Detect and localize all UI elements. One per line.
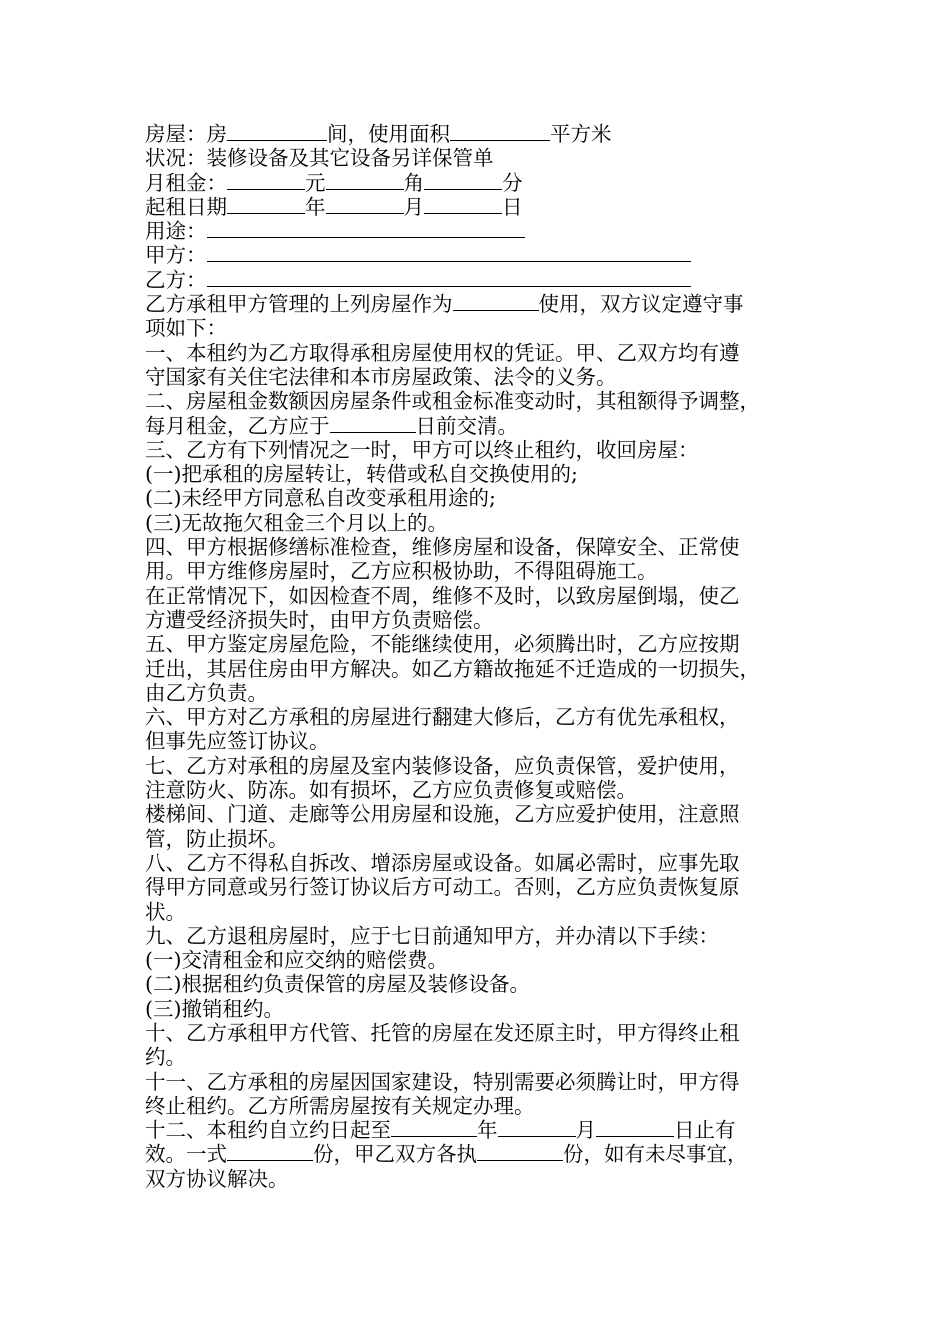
party-a-blank[interactable] [207,243,691,262]
start-day-blank[interactable] [424,195,502,214]
clause-line: (三)无故拖欠租金三个月以上的。 [145,510,448,535]
term-label: 十二、本租约自立约日起至 [145,1118,391,1143]
clause-line: 得甲方同意或另行签订协议后方可动工。否则，乙方应负责恢复原 [145,875,740,900]
copies-label: 效。一式 [145,1142,227,1167]
end-day-unit: 日止有 [674,1118,736,1143]
clause-line: (一)交清租金和应交纳的赔偿费。 [145,948,448,973]
intro-line-2: 项如下： [145,316,227,341]
clause-line: 三、乙方有下列情况之一时，甲方可以终止租约，收回房屋： [145,437,699,462]
rent-label: 月租金： [145,170,227,195]
day-unit: 日 [502,194,523,219]
condition-field: 状况：装修设备及其它设备另详保管单 [145,146,494,171]
fen-unit: 分 [502,170,523,195]
usage-purpose-blank[interactable] [453,292,539,311]
copies-suffix: 份，如有未尽事宜， [563,1142,748,1167]
clause-12-line-3: 双方协议解决。 [145,1166,289,1191]
clause-line: 二、房屋租金数额因房屋条件或租金标准变动时，其租额得予调整， [145,389,760,414]
clause-line: 一、本租约为乙方取得承租房屋使用权的凭证。甲、乙双方均有遵 [145,340,740,365]
party-b-field [145,268,810,292]
rent-yuan-blank[interactable] [227,171,305,190]
clause-12-line-1 [145,1118,810,1142]
area-label: 间，使用面积 [327,122,450,146]
usage-blank[interactable] [207,219,525,238]
rooms-blank[interactable] [227,122,327,141]
house-field [145,122,810,146]
yuan-unit: 元 [305,170,326,195]
clause-line: 五、甲方鉴定房屋危险，不能继续使用，必须腾出时，乙方应按期 [145,632,740,657]
clause-line: (二)根据租约负责保管的房屋及装修设备。 [145,972,530,997]
party-b-blank[interactable] [207,268,691,287]
clause-line: 管，防止损坏。 [145,826,289,851]
end-day-blank[interactable] [596,1118,674,1137]
area-blank[interactable] [450,122,550,141]
clause-line: 用。甲方维修房屋时，乙方应积极协助，不得阻碍施工。 [145,559,658,584]
clause-line: 八、乙方不得私自拆改、增添房屋或设备。如属必需时，应事先取 [145,850,740,875]
usage-label: 用途： [145,219,207,244]
clause-line: 楼梯间、门道、走廊等公用房屋和设施，乙方应爱护使用，注意照 [145,802,740,827]
clause-line: 但事先应签订协议。 [145,729,330,754]
clause-line: 迁出，其居住房由甲方解决。如乙方籍故拖延不迁造成的一切损失， [145,656,760,681]
year-unit: 年 [305,194,326,219]
clause-line: 四、甲方根据修缮标准检查，维修房屋和设备，保障安全、正常使 [145,535,740,560]
each-holds-blank[interactable] [477,1142,563,1161]
end-month-blank[interactable] [498,1118,576,1137]
clause-line: (二)未经甲方同意私自改变承租用途的; [145,486,496,511]
start-date-label: 起租日期 [145,194,227,219]
lease-document [145,122,810,1191]
clause-line: 约。 [145,1045,186,1070]
area-unit: 平方米 [550,122,612,146]
start-month-blank[interactable] [326,195,404,214]
usage-field [145,219,810,243]
intro-text-a: 乙方承租甲方管理的上列房屋作为 [145,292,453,317]
clause-line: 注意防火、防冻。如有损坏，乙方应负责修复或赔偿。 [145,778,637,803]
each-holds-label: 份，甲乙双方各执 [313,1142,477,1167]
jiao-unit: 角 [403,170,424,195]
clause-line: 终止租约。乙方所需房屋按有关规定办理。 [145,1093,535,1118]
end-year-blank[interactable] [391,1118,477,1137]
start-date-field [145,195,810,219]
party-a-field [145,243,810,267]
clause-12-line-2 [145,1142,810,1166]
clause-line: 九、乙方退租房屋时，应于七日前通知甲方，并办清以下手续： [145,923,719,948]
end-year-unit: 年 [477,1118,498,1143]
rent-fen-blank[interactable] [424,171,502,190]
end-month-unit: 月 [575,1118,596,1143]
clause-line: 守国家有关住宅法律和本市房屋政策、法令的义务。 [145,364,617,389]
clause-line: (三)撤销租约。 [145,996,284,1021]
rent-jiao-blank[interactable] [326,171,404,190]
clause-line: 在正常情况下，如因检查不周，维修不及时，以致房屋倒塌，使乙 [145,583,740,608]
party-a-label: 甲方： [145,243,207,268]
rent-field [145,171,810,195]
rent-due-text: 每月租金，乙方应于 [145,413,330,438]
clause-line: 状。 [145,899,186,924]
clause-line: 七、乙方对承租的房屋及室内装修设备，应负责保管，爱护使用， [145,753,740,778]
month-unit: 月 [403,194,424,219]
clause-line: (一)把承租的房屋转让，转借或私自交换使用的; [145,462,578,487]
rent-due-suffix: 日前交清。 [415,413,518,438]
house-label: 房屋：房 [145,122,227,146]
copies-blank[interactable] [227,1142,313,1161]
intro-text-b: 使用，双方议定遵守事 [538,292,744,317]
clause-line: 十一、乙方承租的房屋因国家建设，特别需要必须腾让时，甲方得 [145,1069,740,1094]
party-b-label: 乙方： [145,267,207,292]
clause-line: 方遭受经济损失时，由甲方负责赔偿。 [145,607,494,632]
clause-line [145,414,810,438]
clause-line: 六、甲方对乙方承租的房屋进行翻建大修后，乙方有优先承租权， [145,705,740,730]
rent-due-blank[interactable] [330,414,416,433]
intro-line [145,292,810,316]
clause-line: 由乙方负责。 [145,680,268,705]
start-year-blank[interactable] [227,195,305,214]
clause-line: 十、乙方承租甲方代管、托管的房屋在发还原主时，甲方得终止租 [145,1020,740,1045]
